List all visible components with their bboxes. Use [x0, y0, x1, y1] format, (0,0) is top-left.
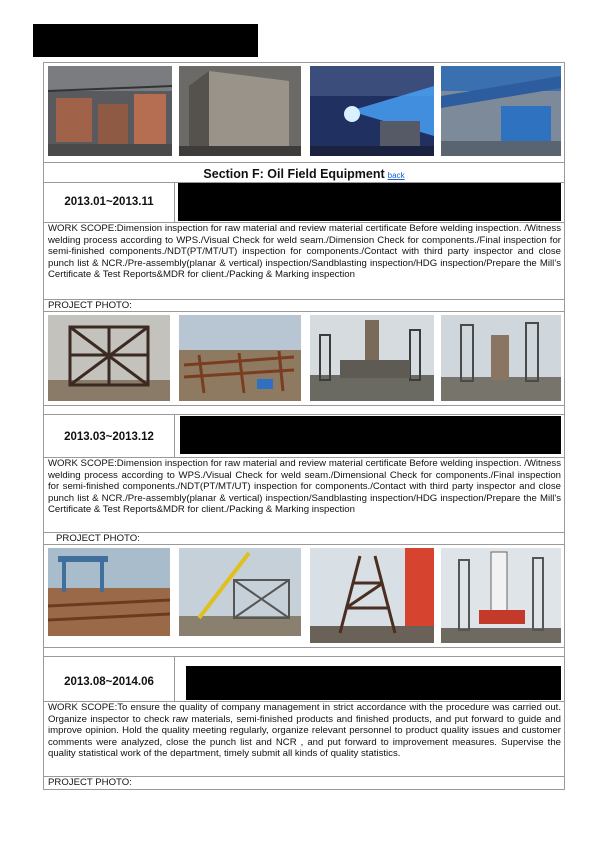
work-scope-text: WORK SCOPE:To ensure the quality of company management in strict accordance with the procedure was carried out. Organize inspector to check raw materials, semi-finished products and finished products, and put forward to guide and improve opinion. Hold the quality meeting regularly, organize relevant personnel to product quality issues and customer comments were analyzed, close the punch list and NCR , and put forward to improvement measures. Supervise the quality statistical work of the department, timely submit all kinds of quality statistics. [48, 702, 561, 760]
photo-overhead-crane-workshop [441, 66, 561, 156]
photo-steel-plate-structure [179, 66, 301, 156]
work-scope-text: WORK SCOPE:Dimension inspection for raw material and review material certificate Before welding inspection. /Witness welding process according to WPS./Visual Check for weld seam./Dimensional Check for components./Final inspection for semi-finished components./NDT(PT/MT/UT) inspection for components./Contact with third party inspector and close punch list & NCR./Pre-assembly(planar & vertical) inspection/Sandblasting inspection/HDG inspection/Prepare the Mill's Certificate & Test Reports&MDR for client./Packing & Marking inspection [48, 458, 561, 516]
project-photo-label: PROJECT PHOTO: [48, 300, 132, 311]
photo-steel-yard-cranes [48, 548, 170, 636]
photo-steel-beams-yard [179, 315, 301, 401]
photo-red-tower-frame [310, 548, 434, 643]
project-photo-label: PROJECT PHOTO: [48, 777, 132, 788]
project-date: 2013.01~2013.11 [64, 196, 154, 208]
redacted-project-title [178, 183, 561, 221]
work-scope-text: WORK SCOPE:Dimension inspection for raw material and review material certificate Before welding inspection. /Witness welding process according to WPS./Visual Check for weld seam./Dimension Check for components./Final inspection for semi-finished components./NDT(PT/MT/UT) inspection for components./Contact with third party inspector and close punch list & NCR./Pre-assembly(planar & vertical) inspection/Sandblasting inspection/HDG inspection/Prepare the Mill’s Certificate & Test Reports&MDR for client./Packing & Marking inspection [48, 223, 561, 281]
redacted-header [33, 24, 258, 57]
photo-crane-lifting-structure [179, 548, 301, 636]
redacted-project-title [186, 666, 561, 700]
project-date: 2013.08~2014.06 [64, 676, 154, 688]
photo-jackup-rig-yard [310, 315, 434, 401]
project-date: 2013.03~2013.12 [64, 431, 154, 443]
section-title-text: Section F: Oil Field Equipment [203, 167, 385, 181]
section-title [43, 166, 565, 182]
back-link[interactable]: back [387, 171, 405, 180]
photo-steel-fabrication-workshop [48, 66, 172, 156]
redacted-project-title [180, 416, 561, 454]
photo-blue-light-welding [310, 66, 434, 156]
photo-steel-frame-module [48, 315, 170, 401]
project-photo-label: PROJECT PHOTO: [56, 533, 140, 544]
photo-jackup-rig-tower [441, 548, 561, 643]
photo-jackup-rig-legs [441, 315, 561, 401]
